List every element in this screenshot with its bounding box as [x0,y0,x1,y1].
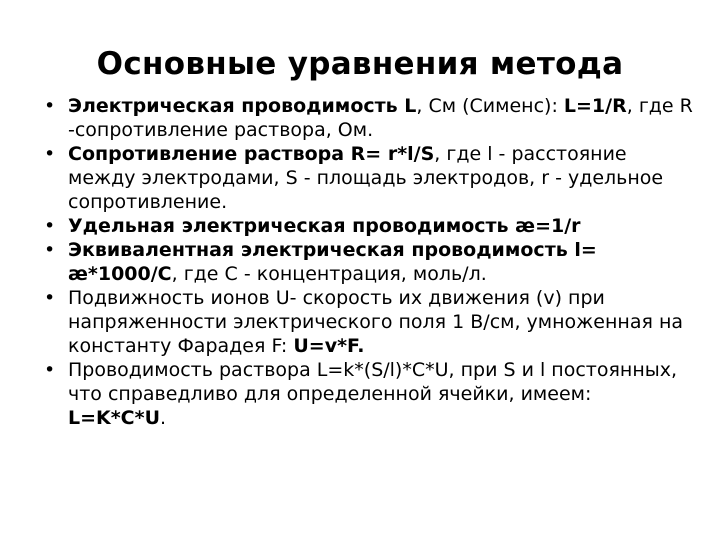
bullet-equivalent-conductivity [44,238,694,286]
bullet-dot: • [44,143,56,165]
bullet-text: , где l - расстояние между электродами, S - площадь электродов, r - удельное сопротивление. [68,143,664,213]
bullet-solution-conductivity [44,358,694,430]
bullet-text: , где С - концентрация, моль/л. [171,263,487,285]
bullet-text: , См (Сименс): [416,95,564,117]
bullet-dot: • [44,95,56,117]
bullet-dot: • [44,359,56,381]
bullet-formula: L=1/R [563,95,627,117]
bullet-dot: • [44,215,56,237]
bullet-bold-text: Электрическая проводимость L [68,95,417,117]
bullet-dot: • [44,287,56,309]
bullet-bold-text: Эквивалентная электрическая проводимость l= æ*1000/C [68,239,597,285]
slide-title: Основные уравнения метода [96,46,624,82]
bullet-dot: • [44,239,56,261]
bullet-resistance [44,142,694,214]
bullet-list [44,94,694,430]
bullet-specific-conductivity [44,214,694,238]
bullet-text: Проводимость раствора L=k*(S/l)*C*U, при S и l постоянных, что справедливо для определенной ячейки, имеем: [68,359,678,405]
bullet-bold-text: Удельная электрическая проводимость æ=1/r [68,215,581,237]
bullet-text: , где R -сопротивление раствора, Ом. [68,95,693,141]
bullet-ion-mobility [44,286,694,358]
bullet-bold-text: Сопротивление раствора R= r*l/S [68,143,435,165]
bullet-text: Подвижность ионов U- скорость их движения (v) при напряженности электрического поля 1 В/см, умноженная на константу Фарадея F: [68,287,684,357]
bullet-formula: U=v*F. [293,335,365,357]
bullet-text: . [160,407,167,429]
bullet-conductivity [44,94,694,142]
bullet-formula: L=K*C*U [68,407,160,429]
